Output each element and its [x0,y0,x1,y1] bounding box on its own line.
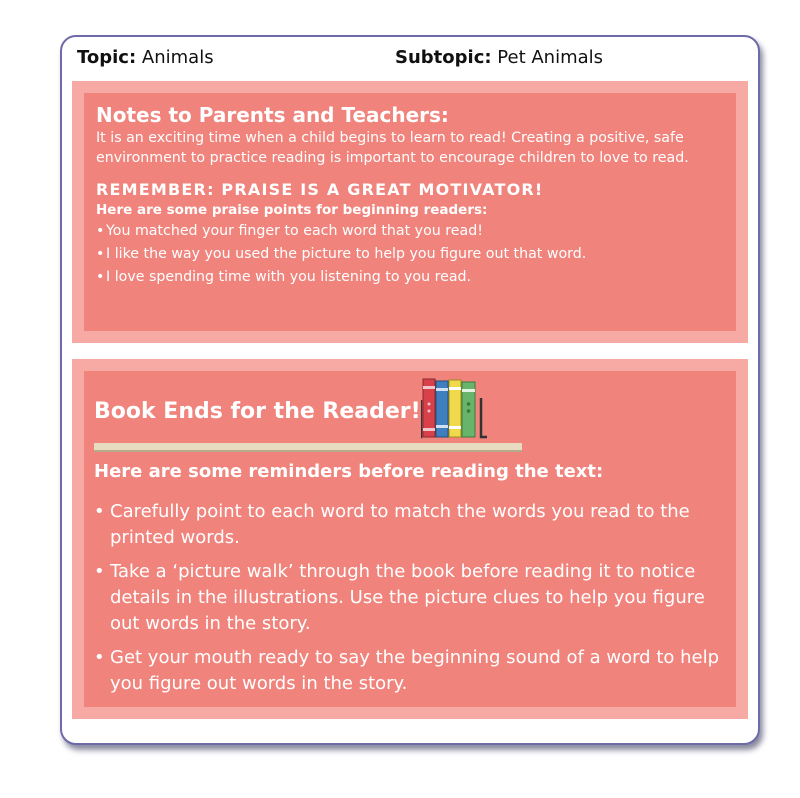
praise-list [96,220,726,289]
praise-intro: Here are some praise points for beginning readers: [96,202,488,218]
topic-header [77,47,737,73]
list-item [96,266,726,289]
bullet-icon: • [96,223,105,239]
list-item [94,499,730,551]
remember-heading: REMEMBER: PRAISE IS A GREAT MOTIVATOR! [96,180,544,199]
reader-panel-inner [84,371,736,707]
reminder-text: Get your mouth ready to say the beginning sound of a word to help you figure out words in the story. [110,647,720,694]
reader-panel [72,359,748,719]
bullet-icon: • [94,647,105,668]
bookends-title: Book Ends for the Reader! [94,399,421,424]
list-item [94,559,730,637]
list-item [94,645,730,697]
subtopic [395,47,603,68]
notes-panel [72,81,748,343]
subtopic-label: Subtopic: [395,47,492,68]
bullet-icon: • [94,501,105,522]
praise-point: You matched your finger to each word that you read! [106,223,483,239]
topic-value: Animals [141,47,214,68]
topic-label: Topic: [77,47,137,68]
reminder-intro: Here are some reminders before reading the text: [94,461,604,482]
reminder-text: Carefully point to each word to match the words you read to the printed words. [110,501,690,548]
bullet-icon: • [94,561,105,582]
bullet-icon: • [96,269,105,285]
praise-point: I like the way you used the picture to help you figure out that word. [106,246,587,262]
notes-body: It is an exciting time when a child begins to learn to read! Creating a positive, safe environment to practice reading is important to encourage children to love to read. [96,130,689,166]
bullet-icon: • [96,246,105,262]
praise-point: I love spending time with you listening to you read. [106,269,472,285]
topic [77,47,214,68]
subtopic-value: Pet Animals [497,47,604,68]
reminder-text: Take a ‘picture walk’ through the book before reading it to notice details in the illustrations. Use the picture clues to help you figure out words in the story. [110,561,705,634]
notes-title: Notes to Parents and Teachers: [96,103,449,127]
notes-panel-inner [84,93,736,331]
reminder-list [94,499,730,705]
list-item [96,243,726,266]
books-icon [421,378,511,448]
list-item [96,220,726,243]
